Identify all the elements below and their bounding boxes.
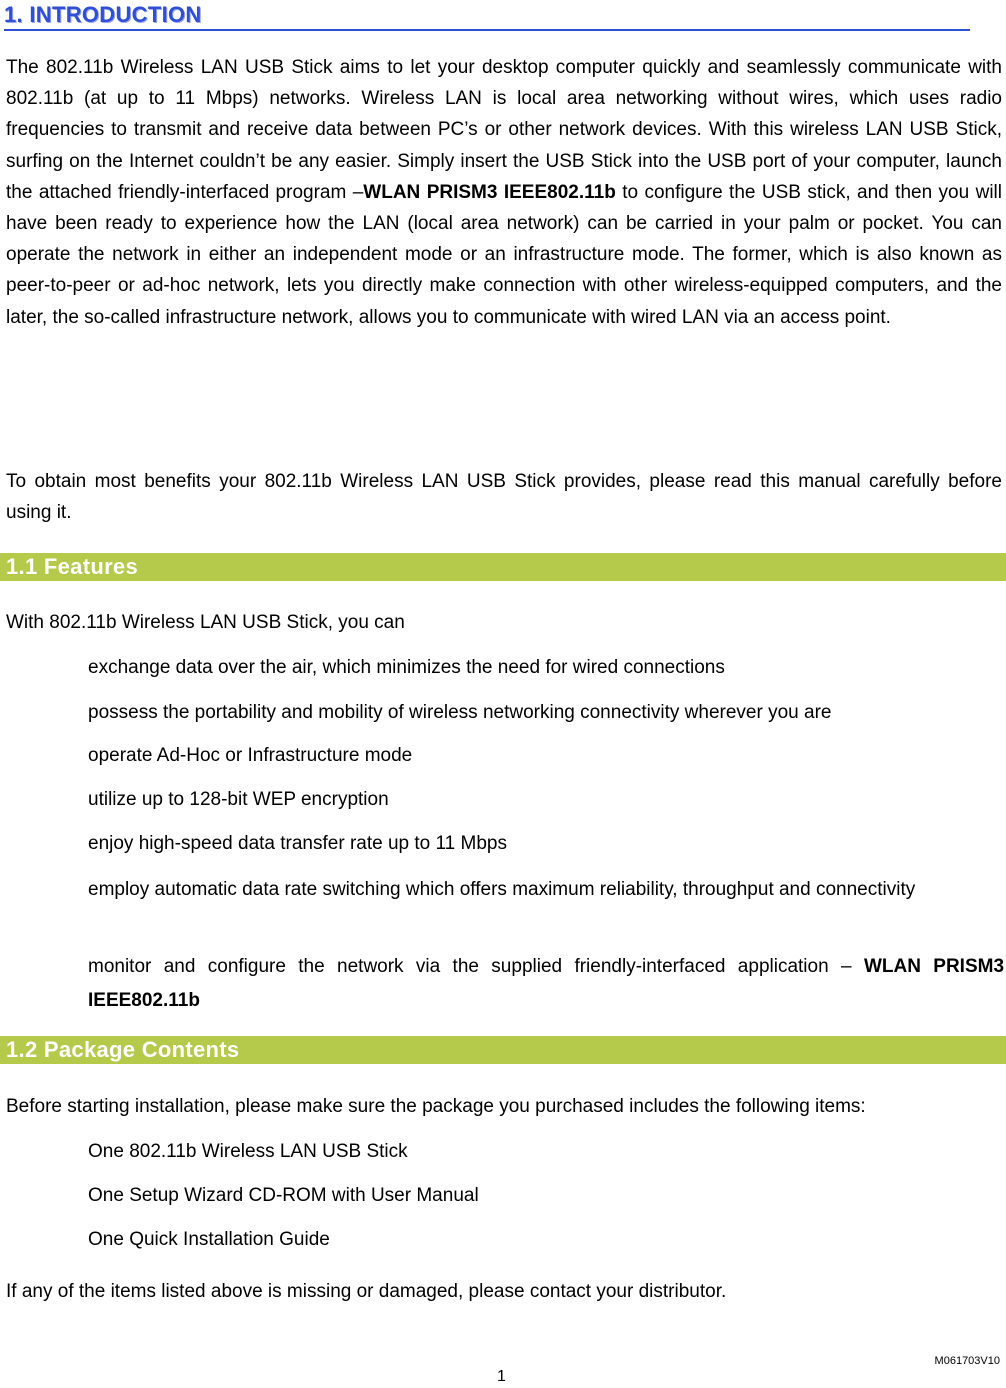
package-heading: 1.2 Package Contents	[0, 1036, 1006, 1064]
feature-text: exchange data over the air, which minimizes the need for wired connections	[88, 657, 725, 678]
package-item-text: One Setup Wizard CD-ROM with User Manual	[88, 1185, 479, 1206]
document-code: M061703V10	[934, 1355, 1000, 1367]
intro-paragraph	[6, 52, 1002, 333]
closing-note: If any of the items listed above is missing or damaged, please contact your distributor.	[6, 1281, 727, 1302]
feature-last-text: monitor and configure the network via the supplied friendly-interfaced application –	[88, 956, 852, 977]
chapter-title: 1. INTRODUCTION	[4, 2, 970, 31]
feature-text: possess the portability and mobility of wireless networking connectivity wherever you are	[88, 702, 832, 723]
feature-text: employ automatic data rate switching which offers maximum reliability, throughput and connectivity	[88, 879, 916, 900]
page-number: 1	[497, 1368, 506, 1385]
package-intro: Before starting installation, please make sure the package you purchased includes the following items:	[6, 1096, 866, 1117]
feature-text-last	[88, 950, 1004, 1018]
features-heading: 1.1 Features	[0, 553, 1006, 581]
intro-program-name: WLAN PRISM3 IEEE802.11b	[363, 181, 616, 203]
package-item-text: One Quick Installation Guide	[88, 1229, 330, 1250]
feature-last-bold: WLAN PRISM3 IEEE802.11b	[88, 956, 1005, 1011]
feature-text: enjoy high-speed data transfer rate up to 11 Mbps	[88, 833, 507, 854]
intro-text-part1: The 802.11b Wireless LAN USB Stick aims to let your desktop computer quickly and seamlessly communicate with 802.11b (at up to 11 Mbps) networks. Wireless LAN is local area networking without wires, which uses radio frequencies to transmit and receive data between PC’s or other network devices. With this wireless LAN USB Stick, surfing on the Internet couldn’t be any easier. Simply insert the USB Stick into the USB port of your computer, launch the attached friendly-interfaced program –	[6, 57, 1002, 203]
feature-text: operate Ad-Hoc or Infrastructure mode	[88, 745, 413, 766]
benefits-paragraph: To obtain most benefits your 802.11b Wireless LAN USB Stick provides, please read this manual carefully before using it.	[6, 471, 1002, 524]
package-item-text: One 802.11b Wireless LAN USB Stick	[88, 1141, 408, 1162]
features-intro: With 802.11b Wireless LAN USB Stick, you can	[6, 612, 405, 633]
intro-text-part2: to configure the USB stick, and then you will have been ready to experience how the LAN (local area network) can be carried in your palm or pocket. You can operate the network in either an independent mode or an infrastructure mode. The former, which is also known as peer-to-peer or ad-hoc network, lets you directly make connection with other wireless-equipped computers, and the later, the so-called infrastructure network, allows you to communicate with wired LAN via an access point.	[6, 181, 1002, 328]
feature-text: utilize up to 128-bit WEP encryption	[88, 789, 389, 810]
